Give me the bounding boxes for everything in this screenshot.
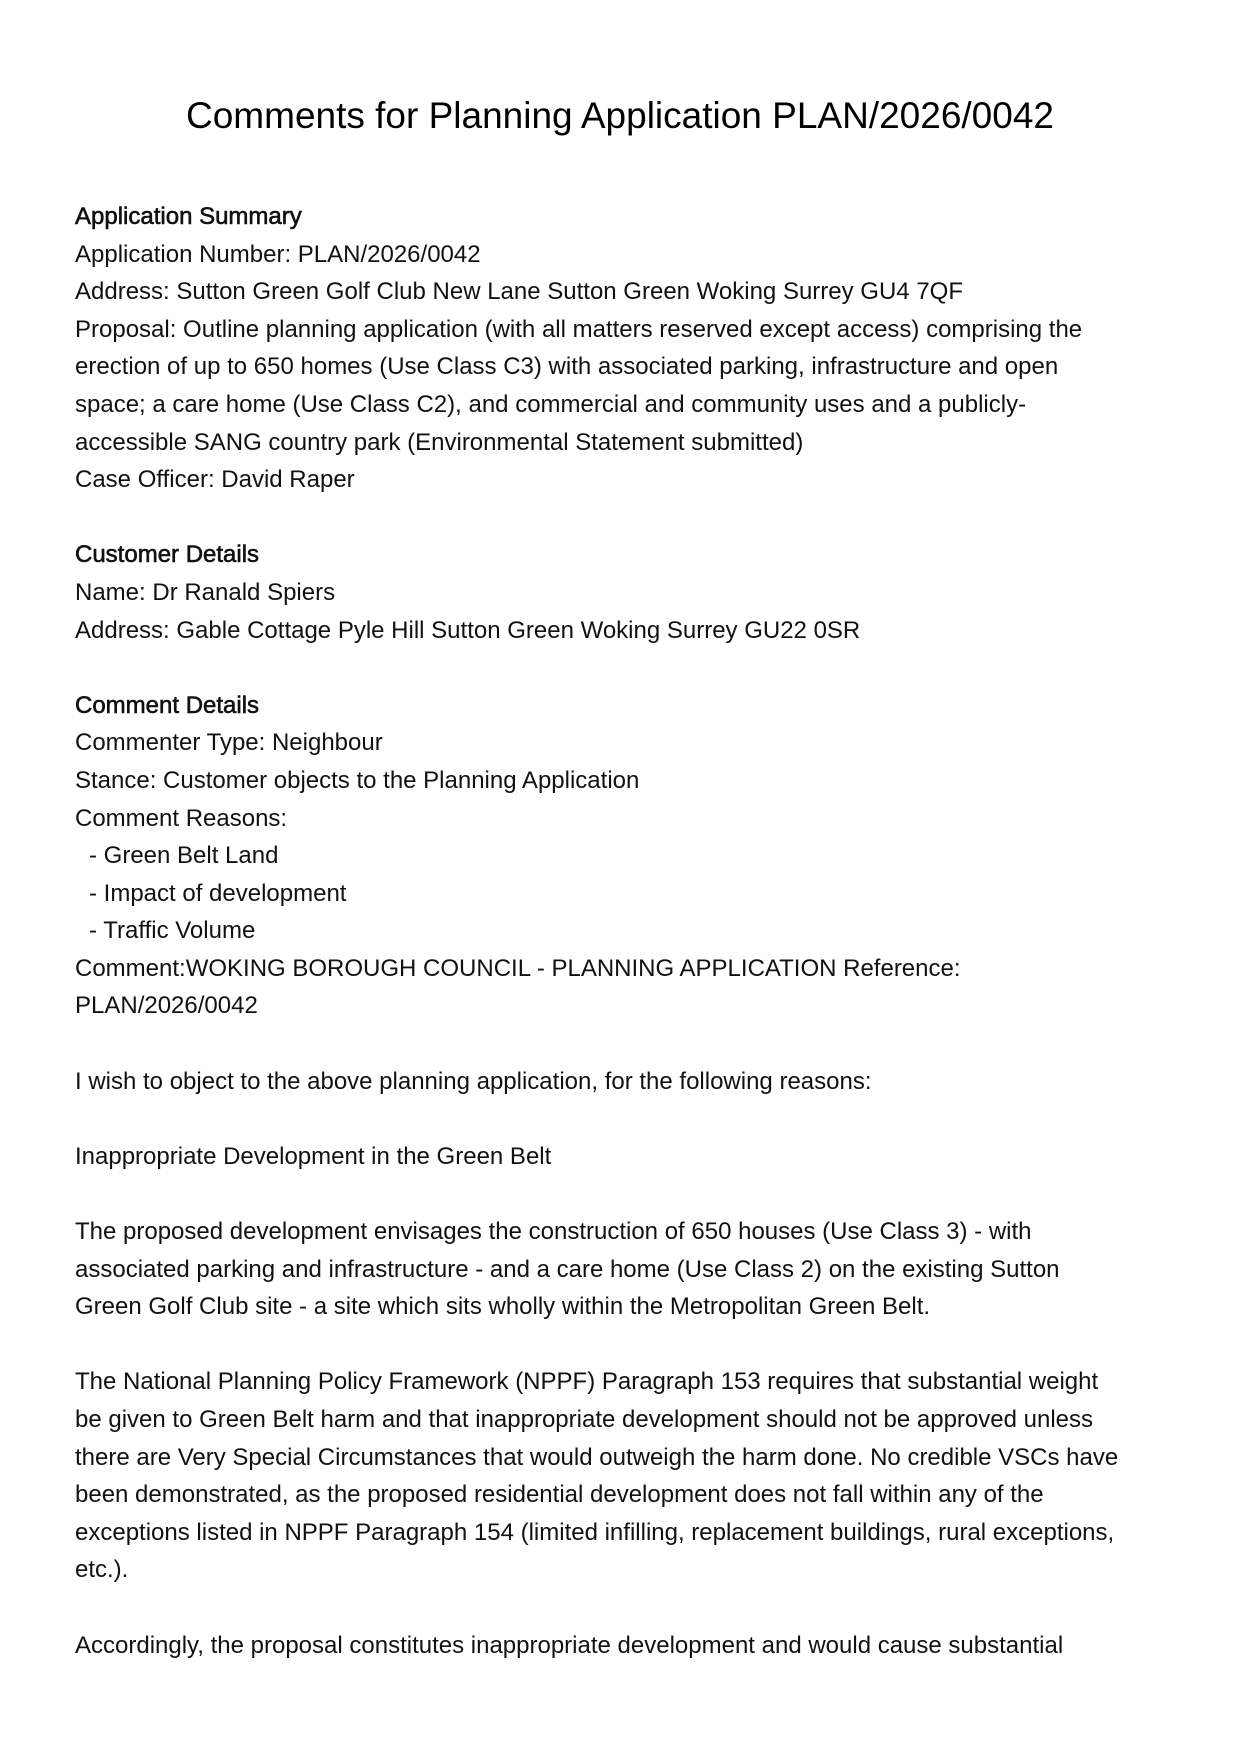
paragraph-line: associated parking and infrastructure - and a care home (Use Class 2) on the existing Sutton xyxy=(75,1255,1060,1283)
application-number: Application Number: PLAN/2026/0042 xyxy=(75,240,481,268)
comment-details-heading: Comment Details xyxy=(75,691,260,719)
spacer xyxy=(75,1326,1175,1364)
intro-paragraph: I wish to object to the above planning application, for the following reasons: xyxy=(75,1067,872,1095)
comment-reasons-label: Comment Reasons: xyxy=(75,804,288,832)
spacer xyxy=(75,1589,1175,1627)
spacer xyxy=(75,649,1175,687)
spacer xyxy=(75,1175,1175,1213)
paragraph-line: Accordingly, the proposal constitutes inappropriate development and would cause substantial xyxy=(75,1631,1064,1659)
paragraph-line: there are Very Special Circumstances that would outweigh the harm done. No credible VSCs have xyxy=(75,1443,1119,1471)
spacer xyxy=(75,499,1175,537)
spacer xyxy=(75,1100,1175,1138)
comment-line: PLAN/2026/0042 xyxy=(75,992,258,1020)
paragraph-line: The proposed development envisages the construction of 650 houses (Use Class 3) - with xyxy=(75,1218,1032,1246)
comment-reason-item: - Green Belt Land xyxy=(89,842,279,870)
comment-details-section xyxy=(75,687,1175,1025)
paragraph-line: been demonstrated, as the proposed residential development does not fall within any of the xyxy=(75,1481,1044,1509)
customer-details-section xyxy=(75,536,1175,649)
paragraph-line: be given to Green Belt harm and that inappropriate development should not be approved unless xyxy=(75,1406,1094,1433)
commenter-type: Commenter Type: Neighbour xyxy=(75,729,383,757)
comment-reason-item: - Traffic Volume xyxy=(89,917,256,945)
customer-address: Address: Gable Cottage Pyle Hill Sutton Green Woking Surrey GU22 0SR xyxy=(75,616,861,644)
paragraph-2 xyxy=(75,1363,1175,1589)
comment-line: Comment:WOKING BOROUGH COUNCIL - PLANNING APPLICATION Reference: xyxy=(75,954,961,982)
objection-body xyxy=(75,1063,1175,1665)
body-subheading: Inappropriate Development in the Green Belt xyxy=(75,1142,552,1170)
proposal-line: accessible SANG country park (Environmental Statement submitted) xyxy=(75,428,804,456)
paragraph-line: etc.). xyxy=(75,1556,129,1584)
paragraph-line: Green Golf Club site - a site which sits wholly within the Metropolitan Green Belt. xyxy=(75,1293,931,1321)
paragraph-line: exceptions listed in NPPF Paragraph 154 (limited infilling, replacement buildings, rural exceptions, xyxy=(75,1518,1115,1546)
document-content xyxy=(75,198,1175,1664)
customer-name: Name: Dr Ranald Spiers xyxy=(75,578,336,606)
comment-reason-item: - Impact of development xyxy=(89,879,347,907)
proposal-line: space; a care home (Use Class C2), and commercial and community uses and a publicly- xyxy=(75,390,1027,418)
case-officer: Case Officer: David Raper xyxy=(75,466,355,494)
document-title: Comments for Planning Application PLAN/2026/0042 xyxy=(186,95,1054,136)
application-address: Address: Sutton Green Golf Club New Lane Sutton Green Woking Surrey GU4 7QF xyxy=(75,278,963,306)
stance: Stance: Customer objects to the Planning Application xyxy=(75,766,640,794)
paragraph-line: The National Planning Policy Framework (NPPF) Paragraph 153 requires that substantial weight xyxy=(75,1368,1099,1396)
proposal-line: erection of up to 650 homes (Use Class C3) with associated parking, infrastructure and open xyxy=(75,353,1059,381)
proposal-line: Proposal: Outline planning application (with all matters reserved except access) comprising the xyxy=(75,315,1083,343)
customer-details-heading: Customer Details xyxy=(75,541,260,569)
paragraph-3 xyxy=(75,1627,1175,1665)
application-summary-heading: Application Summary xyxy=(75,203,302,230)
application-summary-section xyxy=(75,198,1175,499)
spacer xyxy=(75,1025,1175,1063)
paragraph-1 xyxy=(75,1213,1175,1326)
